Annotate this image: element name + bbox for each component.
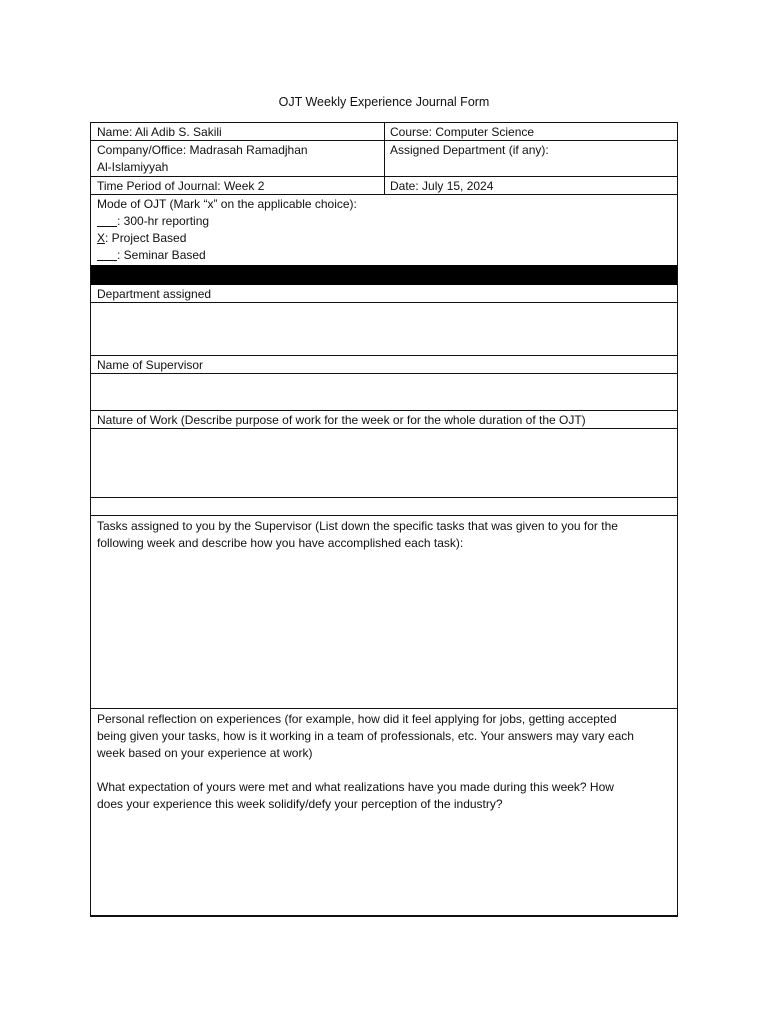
course-text: Course: Computer Science [390, 125, 535, 139]
company-line-2: Al-Islamiyyah [97, 160, 169, 174]
assigned-department-cell [384, 141, 679, 160]
department-assigned-answer [91, 303, 679, 355]
empty-row [91, 498, 679, 515]
nature-of-work-answer [91, 429, 679, 497]
journal-form-table [90, 122, 678, 917]
company-line-1: Company/Office: Madrasah Ramadjhan [97, 143, 308, 157]
mode-of-ojt-cell [91, 195, 679, 265]
assigned-department-text: Assigned Department (if any): [390, 143, 549, 157]
row-divider [91, 515, 677, 516]
mode-mark-blank [97, 213, 117, 227]
nature-of-work-label: Nature of Work (Describe purpose of work for the week or for the whole duration of the OJT) [97, 413, 586, 427]
row-divider [91, 708, 677, 709]
reflection-line-2: being given your tasks, how is it working in a team of professionals, etc. Your answers may vary each [97, 729, 634, 743]
mode-option-300hr [97, 213, 673, 230]
time-period-text: Time Period of Journal: Week 2 [97, 179, 265, 193]
supervisor-answer [91, 374, 679, 410]
reflection-cell [91, 710, 679, 814]
supervisor-label: Name of Supervisor [97, 358, 204, 372]
company-cell [91, 141, 384, 177]
tasks-label-line-1: Tasks assigned to you by the Supervisor (List down the specific tasks that was given to you for the [97, 519, 618, 533]
reflection-line-3: week based on your experience at work) [97, 746, 313, 760]
section-separator-bar [91, 265, 677, 285]
expectation-line-2: does your experience this week solidify/defy your perception of the industry? [97, 797, 503, 811]
expectation-line-1: What expectation of yours were met and what realizations have you made during this week? How [97, 780, 614, 794]
mode-option-project [97, 230, 673, 247]
mode-option-label: : Seminar Based [117, 248, 206, 262]
mode-heading: Mode of OJT (Mark “x” on the applicable choice): [97, 197, 357, 211]
department-assigned-label: Department assigned [97, 287, 212, 301]
mode-mark-blank [97, 247, 117, 261]
tasks-cell [91, 517, 679, 553]
mode-mark-x: X [97, 231, 106, 245]
reflection-line-1: Personal reflection on experiences (for example, how did it feel applying for jobs, getting accepted [97, 712, 617, 726]
form-title: OJT Weekly Experience Journal Form [278, 95, 490, 109]
date-text: Date: July 15, 2024 [390, 179, 494, 193]
mode-option-label: : 300-hr reporting [117, 214, 210, 228]
name-text: Name: Ali Adib S. Sakili [97, 125, 222, 139]
mode-option-label: : Project Based [105, 231, 187, 245]
tasks-label-line-2: following week and describe how you have accomplished each task): [97, 536, 464, 550]
mode-option-seminar [97, 247, 673, 264]
